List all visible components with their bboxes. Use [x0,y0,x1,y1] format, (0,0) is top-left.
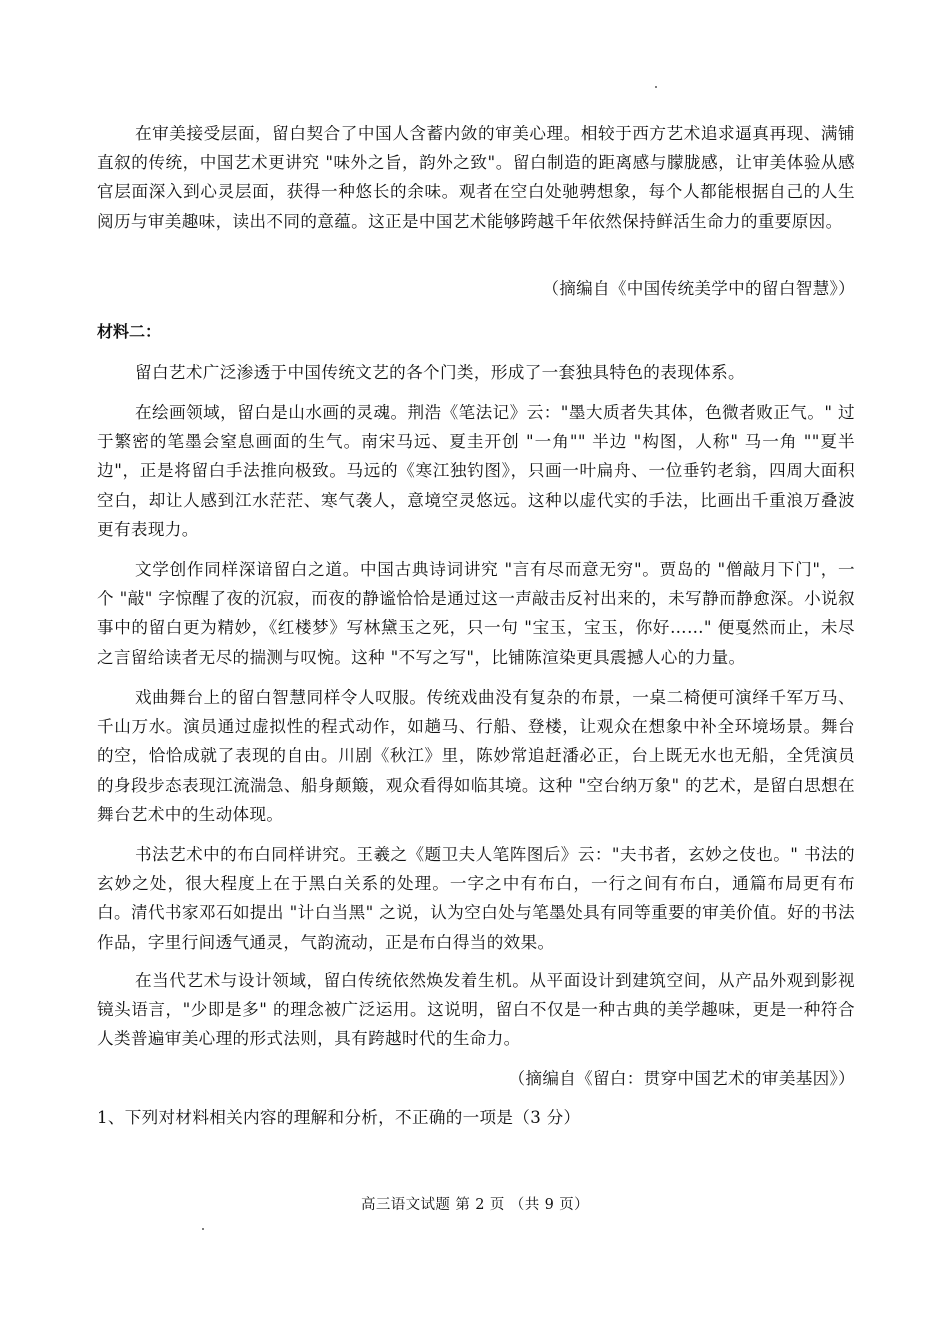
material-one-paragraph: 在审美接受层面，留白契合了中国人含蓄内敛的审美心理。相较于西方艺术追求逼真再现、满铺直叙的传统，中国艺术更讲究 "味外之旨，韵外之致"。留白制造的距离感与朦胧感，让审美体验从感官层面深入到心灵层面，获得一种悠长的余味。观者在空白处驰骋想象，每个人都能根据自己的人生阅历与审美趣味，读出不同的意蕴。这正是中国艺术能够跨越千年依然保持鲜活生命力的重要原因。 [97,124,855,231]
material-one-source: （摘编自《中国传统美学中的留白智慧》） [542,279,855,298]
material-two-paragraph-4: 戏曲舞台上的留白智慧同样令人叹服。传统戏曲没有复杂的布景，一桌二椅便可演绎千军万马、千山万水。演员通过虚拟性的程式动作，如趟马、行船、登楼，让观众在想象中补全环境场景。舞台的空，恰恰成就了表现的自由。川剧《秋江》里，陈妙常追赶潘必正，台上既无水也无船，全凭演员的身段步态表现江流湍急、船身颠簸，观众看得如临其境。这种 "空台纳万象" 的艺术，是留白思想在舞台艺术中的生动体现。 [97,688,855,824]
material-two-paragraph-3: 文学创作同样深谙留白之道。中国古典诗词讲究 "言有尽而意无穷"。贾岛的 "僧敲月下门"，一个 "敲" 字惊醒了夜的沉寂，而夜的静谧恰恰是通过这一声敲击反衬出来的，未写静而静愈深。小说叙事中的留白更为精妙，《红楼梦》写林黛玉之死，只一句 "宝玉，宝玉，你好……" 便戛然而止，未尽之言留给读者无尽的揣测与叹惋。这种 "不写之写"，比铺陈渲染更具震撼人心的力量。 [97,560,855,667]
material-two-heading: 材料二： [97,322,162,341]
material-two-paragraph-2: 在绘画领域，留白是山水画的灵魂。荆浩《笔法记》云："墨大质者失其体，色微者败正气。" 过于繁密的笔墨会窒息画面的生气。南宋马远、夏圭开创 "一角"" 半边 "构图，人称" 马一角 ""夏半边"，正是将留白手法推向极致。马远的《寒江独钓图》，只画一叶扁舟、一位垂钓老翁，四周大面积空白，却让人感到江水茫茫、寒气袭人，意境空灵悠远。这种以虚代实的手法，比画出千重浪万叠波更有表现力。 [97,403,855,539]
material-two-paragraph-6: 在当代艺术与设计领域，留白传统依然焕发着生机。从平面设计到建筑空间，从产品外观到影视镜头语言，"少即是多" 的理念被广泛运用。这说明，留白不仅是一种古典的美学趣味，更是一种符合人类普遍审美心理的形式法则，具有跨越时代的生命力。 [97,971,855,1049]
material-two-paragraph-1: 留白艺术广泛渗透于中国传统文艺的各个门类，形成了一套独具特色的表现体系。 [135,363,745,382]
material-two-source: （摘编自《留白：贯穿中国艺术的审美基因》） [508,1069,855,1088]
scan-speck [655,86,657,88]
question-1-stem: 1、下列对材料相关内容的理解和分析，不正确的一项是（3 分） [97,1108,581,1127]
material-two-paragraph-5: 书法艺术中的布白同样讲究。王羲之《题卫夫人笔阵图后》云："夫书者，玄妙之伎也。" 书法的玄妙之处，很大程度上在于黑白关系的处理。一字之中有布白，一行之间有布白，通篇布局更有布白。清代书家邓石如提出 "计白当黑" 之说，认为空白处与笔墨处具有同等重要的审美价值。好的书法作品，字里行间透气通灵，气韵流动，正是布白得当的效果。 [97,845,855,952]
scan-speck [202,1228,204,1230]
page-footer: 高三语文试题 第 2 页 （共 9 页） [360,1197,590,1213]
